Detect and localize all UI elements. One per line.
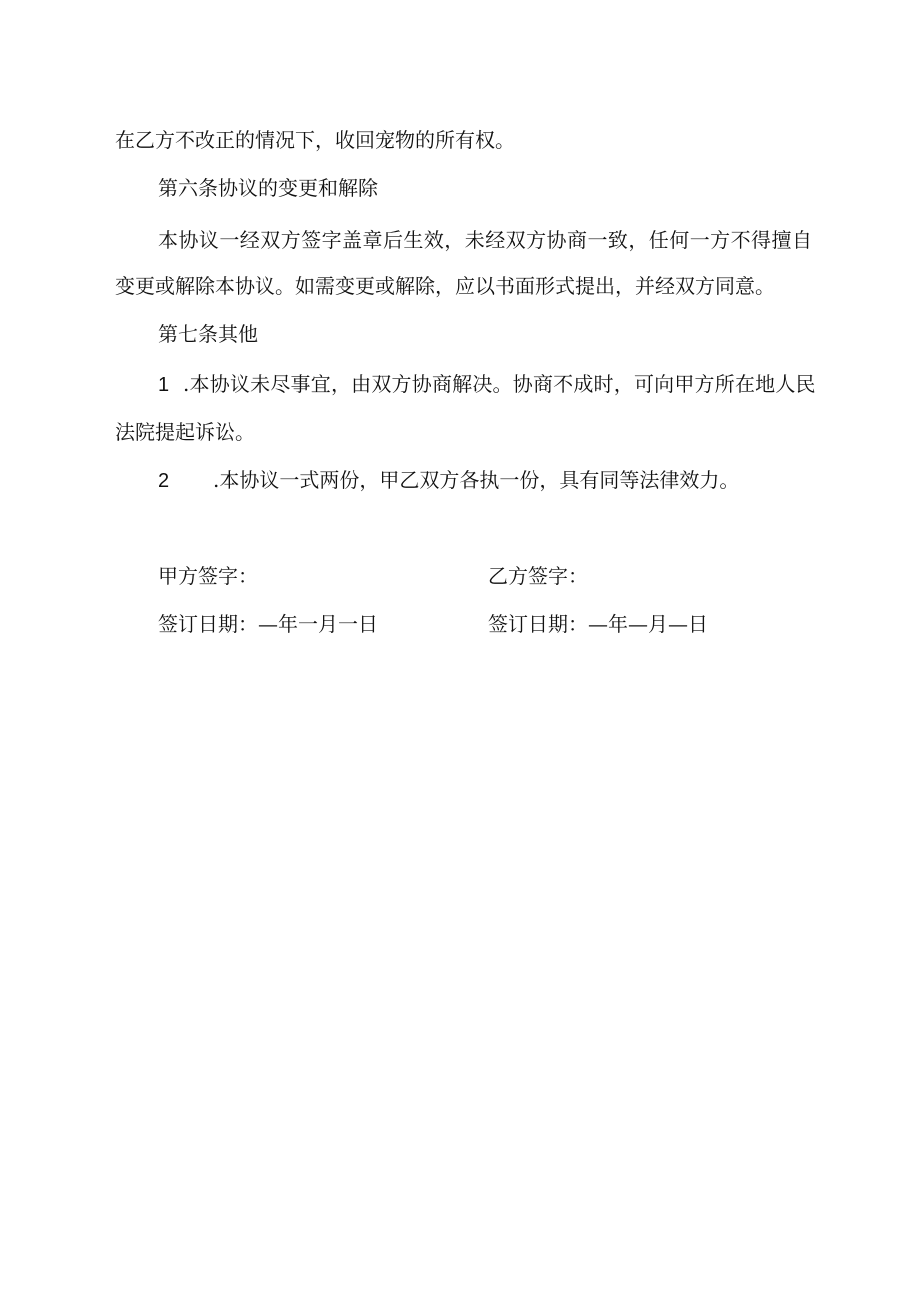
party-b-signing-date: 签订日期：—年—月—日 (488, 612, 708, 636)
article-seven-heading: 第七条其他 (158, 322, 258, 346)
party-a-signature-label: 甲方签字： (158, 564, 258, 588)
item-1-number: 1 (158, 374, 170, 396)
article-six-heading: 第六条协议的变更和解除 (158, 176, 378, 200)
article-seven-item-1-continuation: 法院提起诉讼。 (115, 420, 255, 444)
article-six-paragraph-line-2: 变更或解除本协议。如需变更或解除，应以书面形式提出，并经双方同意。 (115, 274, 775, 298)
article-seven-item-1 (158, 370, 816, 399)
article-seven-item-2 (158, 466, 739, 495)
party-b-signature-label: 乙方签字： (488, 564, 588, 588)
party-a-signing-date: 签订日期：—年一月一日 (158, 612, 378, 636)
item-1-text: .本协议未尽事宜，由双方协商解决。协商不成时，可向甲方所在地人民 (183, 372, 816, 396)
clause-continuation-text: 在乙方不改正的情况下，收回宠物的所有权。 (115, 128, 515, 152)
item-2-text: .本协议一式两份，甲乙双方各执一份，具有同等法律效力。 (213, 468, 740, 492)
item-2-number: 2 (158, 470, 170, 492)
article-six-paragraph-line-1: 本协议一经双方签字盖章后生效，未经双方协商一致，任何一方不得擅自 (158, 228, 813, 252)
